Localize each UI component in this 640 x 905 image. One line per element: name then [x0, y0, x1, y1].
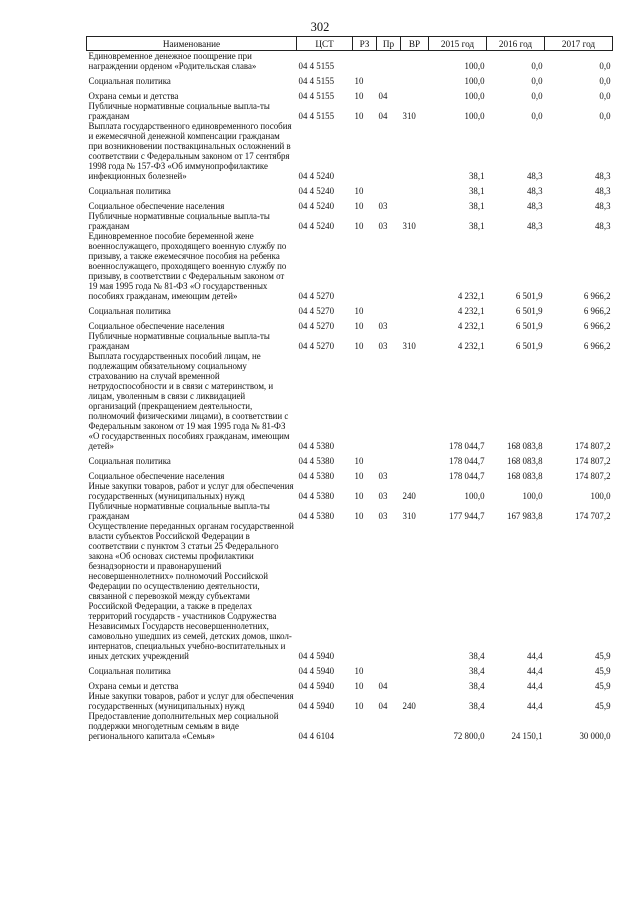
row-rz: 10 — [354, 701, 364, 711]
row-2016: 48,3 — [526, 171, 543, 181]
row-rz — [353, 121, 377, 181]
row-rz: 10 — [354, 456, 364, 466]
row-pr — [377, 711, 401, 741]
table-row — [87, 466, 613, 481]
row-2017: 30 000,0 — [579, 731, 611, 741]
row-rz — [353, 351, 377, 451]
row-2016: 0,0 — [531, 76, 543, 86]
row-2017: 6 966,2 — [583, 341, 611, 351]
row-cst: 04 4 5155 — [298, 111, 334, 121]
row-pr: 03 — [378, 321, 388, 331]
row-rz: 10 — [354, 76, 364, 86]
row-pr — [377, 521, 401, 661]
row-cst: 04 4 5940 — [298, 701, 334, 711]
row-2015: 4 232,1 — [457, 291, 485, 301]
row-2015: 38,4 — [468, 666, 485, 676]
row-name: Иные закупки товаров, работ и услуг для обеспечения государственных (муниципальных) нужд — [88, 691, 294, 711]
row-2016: 48,3 — [526, 186, 543, 196]
row-2017: 45,9 — [594, 701, 611, 711]
table-row — [87, 521, 613, 661]
row-cst: 04 4 5240 — [298, 201, 334, 211]
table-header-row — [87, 37, 613, 51]
row-pr: 03 — [378, 491, 388, 501]
table-body — [87, 51, 613, 742]
row-2015: 4 232,1 — [457, 306, 485, 316]
header-2017: 2017 год — [545, 37, 613, 51]
row-2016: 44,4 — [526, 666, 543, 676]
header-cst: ЦСТ — [297, 37, 353, 51]
row-cst: 04 4 5380 — [298, 441, 334, 451]
row-pr — [377, 301, 401, 316]
table-row — [87, 101, 613, 121]
row-2017: 0,0 — [599, 76, 611, 86]
header-name: Наименование — [87, 37, 297, 51]
table-row — [87, 86, 613, 101]
table-row — [87, 691, 613, 711]
row-rz: 10 — [354, 666, 364, 676]
row-vr: 310 — [402, 511, 416, 521]
row-name: Охрана семьи и детства — [88, 91, 179, 101]
row-2015: 100,0 — [464, 76, 485, 86]
row-vr — [401, 676, 429, 691]
row-2015: 38,4 — [468, 681, 485, 691]
row-rz: 10 — [354, 681, 364, 691]
row-2015: 72 800,0 — [453, 731, 485, 741]
table-row — [87, 51, 613, 72]
row-pr: 03 — [378, 511, 388, 521]
row-name: Социальное обеспечение населения — [88, 471, 225, 481]
row-vr: 310 — [402, 341, 416, 351]
table-row — [87, 676, 613, 691]
row-cst: 04 4 5380 — [298, 491, 334, 501]
row-cst: 04 4 5240 — [298, 186, 334, 196]
row-vr — [401, 521, 429, 661]
row-cst: 04 4 5380 — [298, 456, 334, 466]
row-2015: 38,1 — [468, 186, 485, 196]
row-2015: 38,1 — [468, 201, 485, 211]
table-row — [87, 71, 613, 86]
row-vr — [401, 661, 429, 676]
row-2017: 48,3 — [594, 186, 611, 196]
row-name: Социальная политика — [88, 76, 171, 86]
row-name: Предоставление дополнительных мер социальной поддержки многодетным семьям в виде регионального капитала «Семья» — [88, 711, 279, 741]
row-2017: 45,9 — [594, 666, 611, 676]
row-vr — [401, 316, 429, 331]
row-vr — [401, 71, 429, 86]
row-cst: 04 4 5940 — [298, 666, 334, 676]
row-name: Социальная политика — [88, 456, 171, 466]
row-name: Социальная политика — [88, 306, 171, 316]
row-2015: 4 232,1 — [457, 321, 485, 331]
row-2015: 38,1 — [468, 221, 485, 231]
row-2017: 0,0 — [599, 61, 611, 71]
row-pr: 03 — [378, 201, 388, 211]
row-2015: 178 044,7 — [449, 456, 485, 466]
row-pr: 04 — [378, 701, 388, 711]
table-row — [87, 481, 613, 501]
table-row — [87, 351, 613, 451]
row-2017: 174 807,2 — [575, 471, 611, 481]
row-pr — [377, 121, 401, 181]
row-2017: 6 966,2 — [583, 306, 611, 316]
row-cst: 04 4 5240 — [298, 221, 334, 231]
row-2016: 44,4 — [526, 701, 543, 711]
row-pr: 04 — [378, 111, 388, 121]
row-2017: 174 807,2 — [575, 456, 611, 466]
page-number: 302 — [310, 20, 330, 34]
row-2015: 100,0 — [464, 111, 485, 121]
row-2016: 167 983,8 — [507, 511, 543, 521]
table-row — [87, 181, 613, 196]
row-rz — [353, 711, 377, 741]
row-name: Единовременное денежное поощрение при награждении орденом «Родительская слава» — [88, 51, 257, 71]
row-2016: 6 501,9 — [515, 341, 543, 351]
row-rz: 10 — [354, 201, 364, 211]
row-pr — [377, 231, 401, 301]
row-rz: 10 — [354, 511, 364, 521]
row-2017: 6 966,2 — [583, 291, 611, 301]
row-2016: 44,4 — [526, 651, 543, 661]
row-vr — [401, 196, 429, 211]
header-2015: 2015 год — [429, 37, 487, 51]
row-2016: 0,0 — [531, 91, 543, 101]
row-name: Охрана семьи и детства — [88, 681, 179, 691]
row-cst: 04 4 5155 — [298, 91, 334, 101]
table-row — [87, 231, 613, 301]
table-row — [87, 661, 613, 676]
table-row — [87, 451, 613, 466]
row-2017: 174 707,2 — [575, 511, 611, 521]
row-2015: 38,4 — [468, 701, 485, 711]
row-2016: 168 083,8 — [507, 471, 543, 481]
row-vr — [401, 451, 429, 466]
row-cst: 04 4 6104 — [298, 731, 334, 741]
row-2016: 44,4 — [526, 681, 543, 691]
row-cst: 04 4 5940 — [298, 681, 334, 691]
row-rz: 10 — [354, 341, 364, 351]
row-pr: 04 — [378, 681, 388, 691]
row-rz: 10 — [354, 306, 364, 316]
row-vr — [401, 51, 429, 72]
row-2016: 24 150,1 — [511, 731, 543, 741]
header-vr: ВР — [401, 37, 429, 51]
table-row — [87, 316, 613, 331]
row-name: Публичные нормативные социальные выпла-ты гражданам — [88, 331, 270, 351]
row-vr — [401, 121, 429, 181]
row-name: Публичные нормативные социальные выпла-ты гражданам — [88, 211, 270, 231]
row-2015: 38,4 — [468, 651, 485, 661]
row-name: Публичные нормативные социальные выпла-ты гражданам — [88, 501, 270, 521]
row-rz: 10 — [354, 491, 364, 501]
row-cst: 04 4 5380 — [298, 471, 334, 481]
row-2017: 48,3 — [594, 171, 611, 181]
row-2015: 100,0 — [464, 91, 485, 101]
row-2016: 48,3 — [526, 201, 543, 211]
row-2017: 45,9 — [594, 681, 611, 691]
header-pr: Пр — [377, 37, 401, 51]
row-cst: 04 4 5270 — [298, 306, 334, 316]
row-cst: 04 4 5155 — [298, 76, 334, 86]
row-vr: 310 — [402, 111, 416, 121]
table-row — [87, 121, 613, 181]
row-name: Осуществление переданных органам государственной власти субъектов Российской Федерации в соответствии с пунктом 3 статьи 25 Федерального закона «Об основах системы профилактики безнадзорности и правонарушений несовершеннолетних» полномочий Российской Федерации по осуществлению деятельности, связанной с перевозкой между субъектами Российской Федерации, а также в пределах территорий государств - участников Содружества Независимых Государств несовершеннолетних, самовольно ушедших из семей, детских домов, школ-интернатов, специальных учебно-воспитательных и иных детских учреждений — [88, 521, 294, 661]
row-vr — [401, 181, 429, 196]
row-pr: 03 — [378, 471, 388, 481]
row-2016: 48,3 — [526, 221, 543, 231]
row-vr — [401, 466, 429, 481]
row-rz — [353, 51, 377, 72]
row-cst: 04 4 5940 — [298, 651, 334, 661]
row-vr: 310 — [402, 221, 416, 231]
row-2017: 100,0 — [590, 491, 611, 501]
row-cst: 04 4 5270 — [298, 321, 334, 331]
row-name: Социальная политика — [88, 186, 171, 196]
table-row — [87, 211, 613, 231]
row-vr: 240 — [402, 491, 416, 501]
row-pr — [377, 351, 401, 451]
row-cst: 04 4 5240 — [298, 171, 334, 181]
row-2016: 168 083,8 — [507, 441, 543, 451]
row-name: Социальное обеспечение населения — [88, 201, 225, 211]
table-row — [87, 196, 613, 211]
row-rz: 10 — [354, 471, 364, 481]
row-2015: 100,0 — [464, 61, 485, 71]
row-rz: 10 — [354, 111, 364, 121]
row-cst: 04 4 5270 — [298, 341, 334, 351]
row-name: Социальное обеспечение населения — [88, 321, 225, 331]
row-name: Выплата государственных пособий лицам, не подлежащим обязательному социальному страхованию на случай временной нетрудоспособности и в связи с материнством, и лицам, уволенным в связи с ликвидацией организаций (прекращением деятельности, полномочий физическими лицами), в соответствии с Федеральным законом от 19 мая 1995 года № 81-ФЗ «О государственных пособиях гражданам, имеющим детей» — [88, 351, 290, 451]
row-pr: 03 — [378, 221, 388, 231]
row-vr — [401, 351, 429, 451]
header-2016: 2016 год — [487, 37, 545, 51]
row-vr — [401, 86, 429, 101]
row-rz: 10 — [354, 221, 364, 231]
row-2016: 0,0 — [531, 61, 543, 71]
row-2017: 0,0 — [599, 91, 611, 101]
budget-table — [86, 36, 613, 741]
row-2016: 6 501,9 — [515, 321, 543, 331]
row-2017: 48,3 — [594, 221, 611, 231]
table-row — [87, 331, 613, 351]
row-pr — [377, 51, 401, 72]
row-name: Иные закупки товаров, работ и услуг для обеспечения государственных (муниципальных) нужд — [88, 481, 294, 501]
row-pr: 04 — [378, 91, 388, 101]
row-2015: 38,1 — [468, 171, 485, 181]
row-rz — [353, 231, 377, 301]
row-2015: 4 232,1 — [457, 341, 485, 351]
row-2016: 100,0 — [522, 491, 543, 501]
row-2017: 174 807,2 — [575, 441, 611, 451]
row-vr — [401, 711, 429, 741]
row-2017: 6 966,2 — [583, 321, 611, 331]
row-pr: 03 — [378, 341, 388, 351]
row-cst: 04 4 5155 — [298, 61, 334, 71]
row-rz: 10 — [354, 91, 364, 101]
row-2016: 6 501,9 — [515, 306, 543, 316]
row-cst: 04 4 5380 — [298, 511, 334, 521]
row-2015: 178 044,7 — [449, 441, 485, 451]
row-cst: 04 4 5270 — [298, 291, 334, 301]
row-2016: 0,0 — [531, 111, 543, 121]
row-2015: 178 044,7 — [449, 471, 485, 481]
row-name: Единовременное пособие беременной жене военнослужащего, проходящего военную службу по призыву, а также ежемесячное пособия на ребенка военнослужащего, проходящего военную службу по призыву, в соответствии с Федеральным законом от 19 мая 1995 года № 81-ФЗ «О государственных пособиях гражданам, имеющим детей» — [88, 231, 287, 301]
row-2016: 6 501,9 — [515, 291, 543, 301]
row-pr — [377, 181, 401, 196]
row-2016: 168 083,8 — [507, 456, 543, 466]
header-rz: РЗ — [353, 37, 377, 51]
table-row — [87, 501, 613, 521]
row-rz — [353, 521, 377, 661]
row-rz: 10 — [354, 321, 364, 331]
table-row — [87, 301, 613, 316]
table-row — [87, 711, 613, 741]
row-rz: 10 — [354, 186, 364, 196]
row-name: Выплата государственного единовременного пособия и ежемесячной денежной компенсации гражданам при возникновении поствакцинальных осложнений в соответствии с Федеральным законом от 17 сентября 1998 года № 157-ФЗ «Об иммунопрофилактике инфекционных болезней» — [88, 121, 292, 181]
row-vr — [401, 301, 429, 316]
row-2017: 45,9 — [594, 651, 611, 661]
row-name: Публичные нормативные социальные выпла-ты гражданам — [88, 101, 270, 121]
row-2017: 0,0 — [599, 111, 611, 121]
row-name: Социальная политика — [88, 666, 171, 676]
row-vr — [401, 231, 429, 301]
row-2015: 100,0 — [464, 491, 485, 501]
row-pr — [377, 661, 401, 676]
row-2015: 177 944,7 — [449, 511, 485, 521]
row-2017: 48,3 — [594, 201, 611, 211]
row-pr — [377, 451, 401, 466]
row-pr — [377, 71, 401, 86]
row-vr: 240 — [402, 701, 416, 711]
